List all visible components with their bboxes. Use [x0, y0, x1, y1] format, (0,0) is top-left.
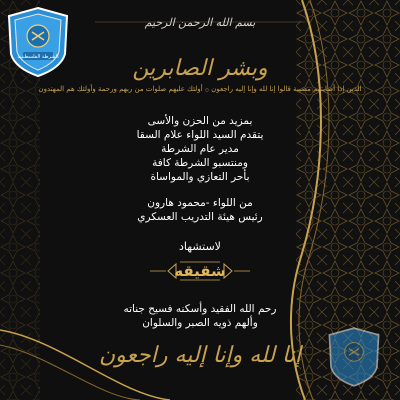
announcement-line-4: ومنتسبو الشرطة كافة — [152, 157, 248, 169]
footer-verse: إنا لله وإنا إليه راجعون — [99, 343, 301, 368]
announcement-line-5: بأحر التعازي والمواساة — [150, 171, 250, 183]
basmala: بسم الله الرحمن الرحيم — [144, 16, 256, 29]
header-verse-sub: الذين إذا أصابتهم مصيبة قالوا إنا لله وإنا إليه راجعون ۞ أولئك عليهم صلوات من ربهم ورحمة وأولئك هم المهتدون — [38, 85, 362, 93]
occasion: لاستشهاد — [179, 240, 221, 253]
prayer-line-1: رحم الله الفقيد وأسكنه فسيح جناته — [123, 303, 277, 315]
announcement-line-2: يتقدم السيد اللواء علام السقا — [136, 129, 264, 141]
announcement-line-3: مدير عام الشرطة — [161, 143, 239, 155]
announcement-line-1: بمزيد من الحزن والأسى — [147, 115, 253, 127]
deceased-frame — [110, 258, 290, 284]
deceased-relation: شقيقه — [174, 262, 226, 280]
header-verse: وبشر الصابرين — [132, 56, 268, 81]
sender-line-2: رئيس هيئة التدريب العسكري — [137, 211, 263, 223]
emblem-label: الشرطة الفلسطينية — [17, 54, 59, 60]
sender-line-1: من اللواء -محمود هارون — [147, 197, 253, 209]
prayer-line-2: وألهم ذويه الصبر والسلوان — [142, 317, 258, 329]
